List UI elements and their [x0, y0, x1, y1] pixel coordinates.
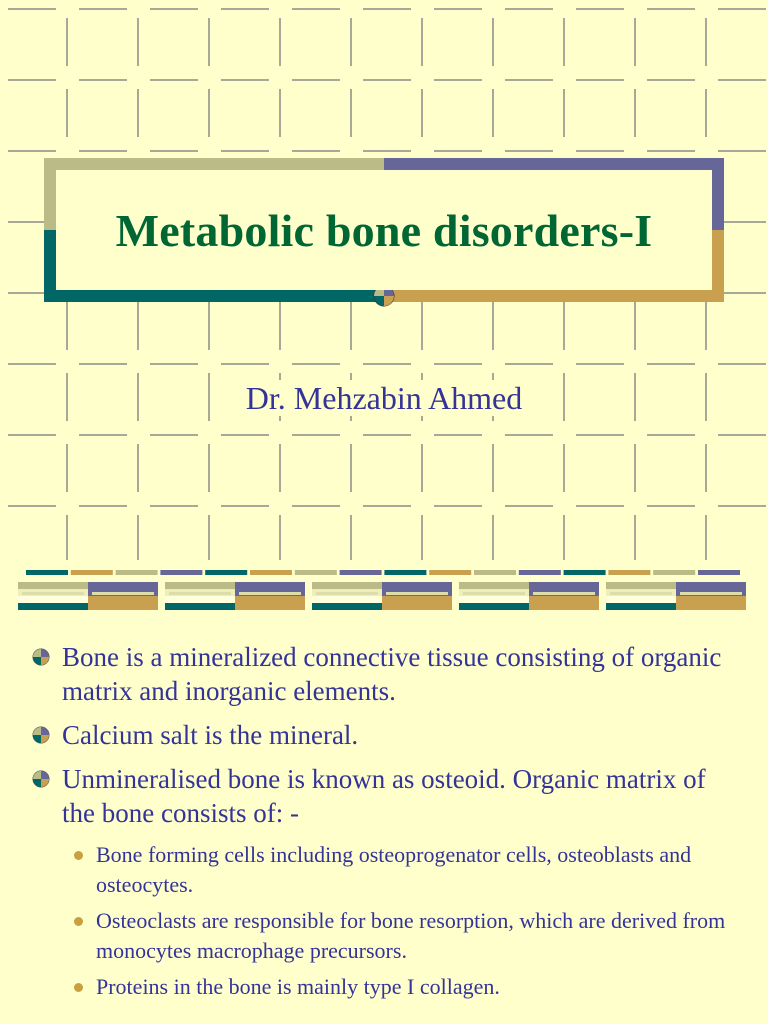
band-segment — [18, 582, 88, 589]
grid-dash — [350, 18, 352, 66]
grid-dash — [66, 515, 68, 560]
grid-dash — [363, 79, 411, 81]
grid-dash — [350, 302, 352, 350]
bullet-item — [28, 640, 738, 708]
pie-bullet-icon — [32, 648, 50, 666]
grid-dash — [505, 8, 553, 10]
grid-dash — [647, 79, 695, 81]
grid-dash — [421, 89, 423, 137]
grid-dash — [505, 150, 553, 152]
bullet-text: Calcium salt is the mineral. — [62, 720, 359, 750]
grid-dash — [350, 89, 352, 137]
grid-dash — [718, 292, 766, 294]
band-segment — [26, 570, 68, 575]
grid-dash — [363, 8, 411, 10]
grid-dash — [647, 363, 695, 365]
band-segment — [169, 592, 231, 595]
band-segment — [165, 603, 235, 610]
grid-dash — [363, 150, 411, 152]
grid-dash — [434, 505, 482, 507]
grid-dash — [292, 434, 340, 436]
band-segment — [680, 592, 742, 595]
grid-dash — [705, 444, 707, 492]
grid-dash — [705, 302, 707, 350]
grid-dash — [576, 505, 624, 507]
grid-dash — [221, 150, 269, 152]
grid-dash — [279, 18, 281, 66]
band-segment — [165, 596, 235, 603]
grid-dash — [8, 79, 56, 81]
grid-dash — [79, 434, 127, 436]
band-segment — [474, 570, 516, 575]
title-box — [56, 170, 712, 290]
band-segment — [463, 592, 525, 595]
band-segment — [312, 603, 382, 610]
grid-dash — [292, 150, 340, 152]
grid-dash — [718, 221, 766, 223]
grid-dash — [292, 8, 340, 10]
grid-dash — [647, 150, 695, 152]
grid-dash — [492, 302, 494, 350]
grid-dash — [221, 8, 269, 10]
grid-dash — [208, 18, 210, 66]
band-segment — [235, 582, 305, 589]
band-segment — [250, 570, 292, 575]
grid-dash — [705, 515, 707, 560]
grid-dash — [505, 434, 553, 436]
sub-bullet-text: Proteins in the bone is mainly type I collagen. — [96, 974, 500, 999]
grid-dash — [208, 444, 210, 492]
grid-dash — [718, 363, 766, 365]
band-segment — [459, 603, 529, 610]
grid-dash — [634, 302, 636, 350]
grid-dash — [66, 18, 68, 66]
band-segment — [71, 570, 113, 575]
grid-dash — [279, 444, 281, 492]
band-segment — [676, 603, 746, 610]
grid-dash — [221, 434, 269, 436]
bullet-item — [28, 718, 738, 752]
grid-dash — [718, 79, 766, 81]
grid-dash — [634, 515, 636, 560]
grid-dash — [66, 89, 68, 137]
grid-dash — [8, 505, 56, 507]
grid-dash — [563, 302, 565, 350]
grid-dash — [363, 505, 411, 507]
band-segment — [316, 592, 378, 595]
band-segment — [608, 570, 650, 575]
grid-dash — [492, 89, 494, 137]
grid-dash — [137, 302, 139, 350]
grid-dash — [150, 8, 198, 10]
grid-dash — [492, 515, 494, 560]
grid-dash — [137, 18, 139, 66]
grid-dash — [150, 505, 198, 507]
grid-dash — [350, 515, 352, 560]
author-name: Dr. Mehzabin Ahmed — [242, 380, 526, 416]
band-segment — [235, 603, 305, 610]
grid-dash — [492, 18, 494, 66]
grid-dash — [208, 515, 210, 560]
grid-dash — [221, 79, 269, 81]
band-segment — [384, 570, 426, 575]
band-segment — [429, 570, 471, 575]
band-segment — [653, 570, 695, 575]
grid-dash — [505, 363, 553, 365]
band-segment — [529, 596, 599, 603]
grid-dash — [421, 444, 423, 492]
band-segment — [610, 592, 672, 595]
dot-bullet-icon — [74, 917, 83, 926]
grid-dash — [563, 89, 565, 137]
band-segment — [88, 603, 158, 610]
grid-dash — [221, 363, 269, 365]
grid-dash — [363, 434, 411, 436]
pie-bullet-icon — [32, 726, 50, 744]
grid-dash — [718, 8, 766, 10]
band-segment — [606, 582, 676, 589]
band-segment — [165, 582, 235, 589]
bullet-text: Unmineralised bone is known as osteoid. Organic matrix of the bone consists of: - — [62, 764, 706, 828]
grid-dash — [208, 89, 210, 137]
band-segment — [529, 603, 599, 610]
band-segment — [312, 582, 382, 589]
grid-dash — [647, 505, 695, 507]
grid-dash — [137, 515, 139, 560]
band-segment — [205, 570, 247, 575]
bullet-item — [28, 762, 738, 830]
grid-dash — [421, 18, 423, 66]
band-segment — [676, 582, 746, 589]
grid-dash — [563, 515, 565, 560]
grid-dash — [208, 302, 210, 350]
grid-dash — [279, 515, 281, 560]
grid-dash — [279, 89, 281, 137]
grid-dash — [634, 18, 636, 66]
band-segment — [698, 570, 740, 575]
sub-bullet-item — [96, 972, 738, 1002]
grid-dash — [8, 363, 56, 365]
grid-dash — [350, 444, 352, 492]
grid-dash — [505, 79, 553, 81]
grid-dash — [150, 363, 198, 365]
band-segment — [22, 592, 84, 595]
author-line — [0, 380, 768, 417]
band-segment — [676, 596, 746, 603]
band-segment — [312, 596, 382, 603]
grid-dash — [8, 8, 56, 10]
grid-dash — [150, 79, 198, 81]
grid-dash — [647, 434, 695, 436]
decorative-band — [0, 566, 768, 614]
grid-dash — [221, 505, 269, 507]
grid-dash — [563, 444, 565, 492]
grid-dash — [66, 444, 68, 492]
dot-bullet-icon — [74, 983, 83, 992]
grid-dash — [150, 150, 198, 152]
grid-dash — [718, 505, 766, 507]
grid-dash — [137, 89, 139, 137]
band-segment — [18, 596, 88, 603]
grid-dash — [79, 79, 127, 81]
grid-dash — [66, 302, 68, 350]
band-segment — [382, 603, 452, 610]
pie-bullet-icon — [32, 770, 50, 788]
bullet-list — [28, 640, 738, 1008]
band-segment — [235, 596, 305, 603]
sub-bullet-text: Bone forming cells including osteoprogenator cells, osteoblasts and osteocytes. — [96, 842, 692, 897]
grid-dash — [576, 79, 624, 81]
grid-dash — [434, 79, 482, 81]
band-segment — [88, 596, 158, 603]
grid-dash — [421, 302, 423, 350]
band-segment — [340, 570, 382, 575]
band-segment — [606, 596, 676, 603]
band-segment — [386, 592, 448, 595]
grid-dash — [8, 150, 56, 152]
grid-dash — [292, 79, 340, 81]
grid-dash — [576, 8, 624, 10]
grid-dash — [137, 444, 139, 492]
grid-dash — [79, 363, 127, 365]
band-segment — [18, 603, 88, 610]
grid-dash — [634, 89, 636, 137]
band-segment — [459, 596, 529, 603]
grid-dash — [718, 434, 766, 436]
grid-dash — [79, 505, 127, 507]
grid-dash — [421, 515, 423, 560]
slide-title: Metabolic bone disorders-I — [115, 204, 653, 256]
band-segment — [459, 582, 529, 589]
grid-dash — [634, 444, 636, 492]
sub-bullet-item — [96, 840, 738, 900]
grid-dash — [150, 434, 198, 436]
band-segment — [239, 592, 301, 595]
band-segment — [382, 582, 452, 589]
grid-dash — [505, 505, 553, 507]
band-segment — [529, 582, 599, 589]
grid-dash — [363, 363, 411, 365]
sub-bullet-text: Osteoclasts are responsible for bone resorption, which are derived from monocytes macrophage precursors. — [96, 908, 726, 963]
grid-dash — [434, 150, 482, 152]
band-segment — [116, 570, 158, 575]
grid-dash — [434, 8, 482, 10]
grid-dash — [79, 150, 127, 152]
grid-dash — [292, 363, 340, 365]
bullet-text: Bone is a mineralized connective tissue consisting of organic matrix and inorganic elements. — [62, 642, 722, 706]
grid-dash — [563, 18, 565, 66]
band-segment — [606, 603, 676, 610]
band-segment — [564, 570, 606, 575]
band-segment — [519, 570, 561, 575]
sub-bullet-item — [96, 906, 738, 966]
grid-dash — [8, 434, 56, 436]
grid-dash — [292, 505, 340, 507]
band-segment — [382, 596, 452, 603]
grid-dash — [705, 18, 707, 66]
grid-dash — [492, 444, 494, 492]
grid-dash — [576, 434, 624, 436]
band-segment — [92, 592, 154, 595]
band-segment — [160, 570, 202, 575]
band-segment — [295, 570, 337, 575]
band-segment — [88, 582, 158, 589]
grid-dash — [718, 150, 766, 152]
band-segment — [533, 592, 595, 595]
grid-dash — [434, 434, 482, 436]
grid-dash — [576, 150, 624, 152]
grid-dash — [434, 363, 482, 365]
dot-bullet-icon — [74, 851, 83, 860]
grid-dash — [279, 302, 281, 350]
grid-dash — [79, 8, 127, 10]
grid-dash — [576, 363, 624, 365]
grid-dash — [705, 89, 707, 137]
grid-dash — [647, 8, 695, 10]
